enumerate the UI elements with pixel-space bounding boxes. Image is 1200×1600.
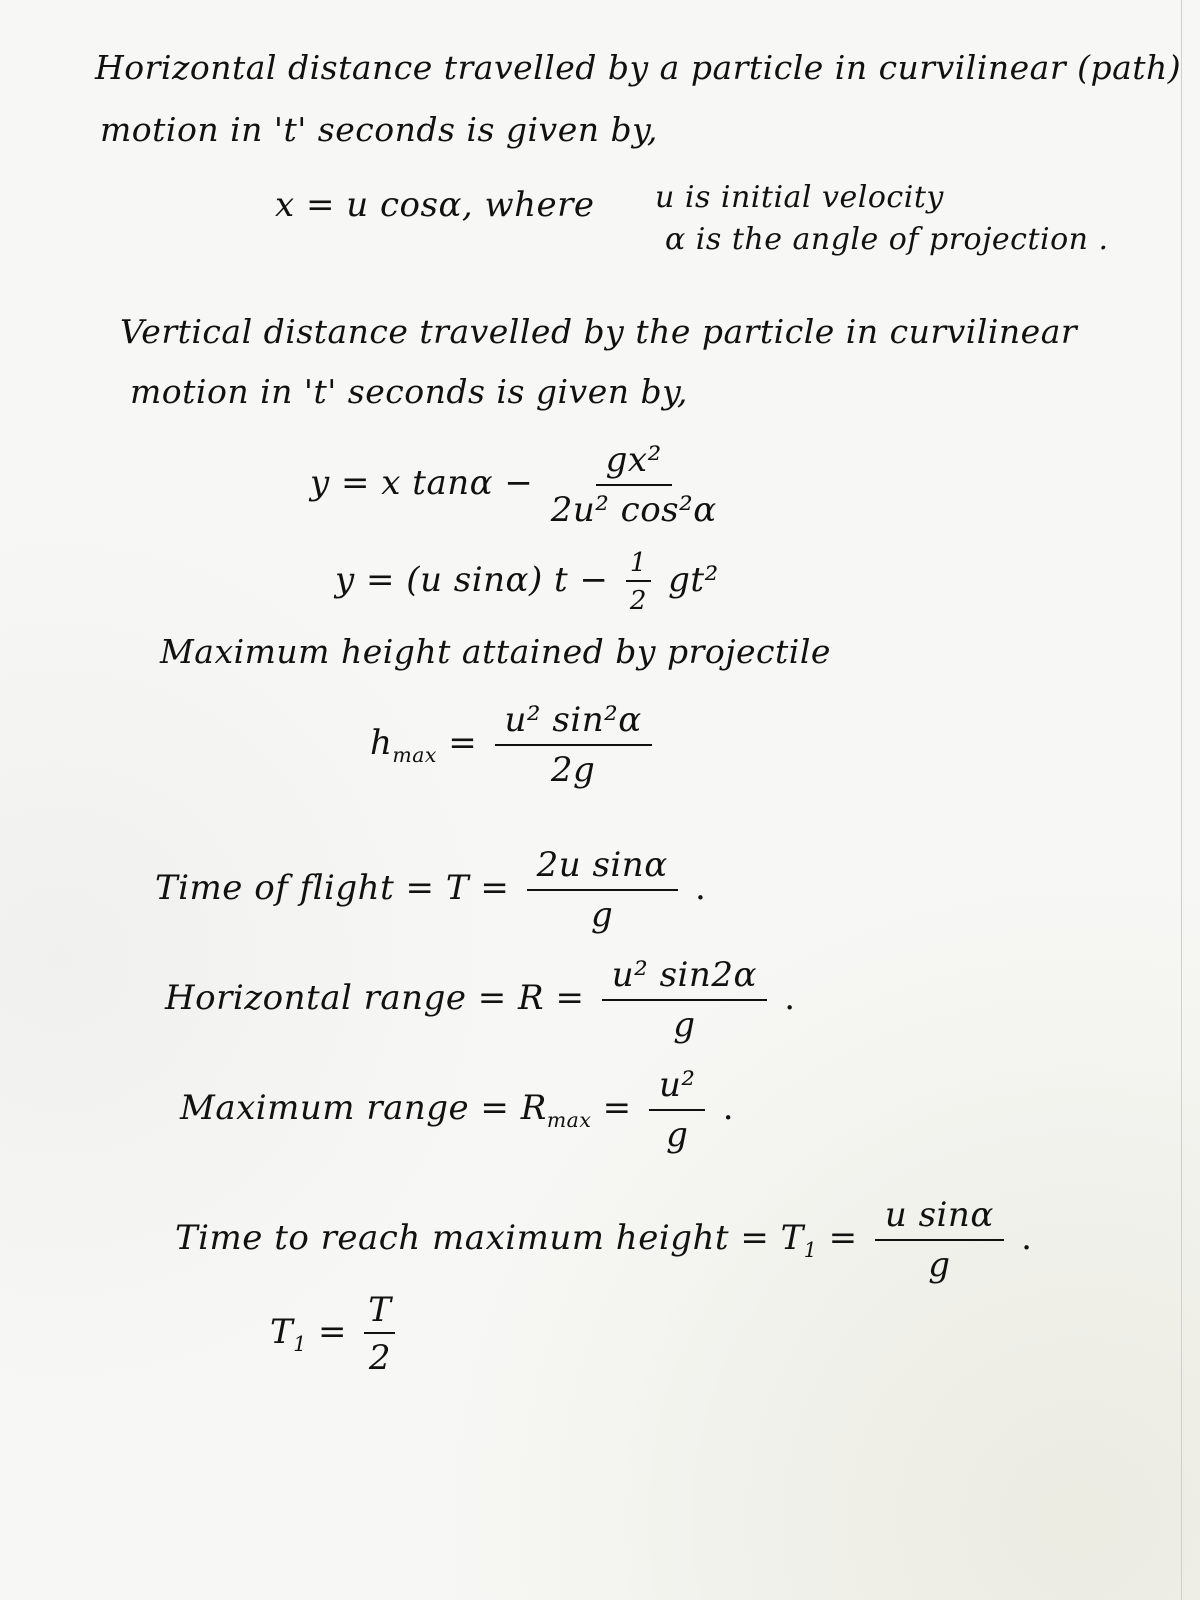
time-max-height-equation [175, 1195, 1032, 1285]
t1-subscript: 1 [803, 1237, 818, 1262]
tof-numerator: 2u sinα [527, 845, 678, 891]
max-height-label: Maximum height attained by projectile [160, 632, 831, 671]
max-range-end-dot: . [722, 1088, 735, 1128]
paper-edge [1181, 0, 1182, 1600]
rmax-subscript: max [546, 1107, 592, 1132]
hmax-denominator: 2g [550, 750, 596, 790]
t1-denominator: g [928, 1245, 951, 1285]
max-range-equation [180, 1065, 734, 1155]
t1-numerator: u sinα [875, 1195, 1004, 1241]
intro-line-1: Horizontal distance travelled by a particle in curvilinear (path) [95, 48, 1182, 87]
eq2-rhs: gt² [668, 560, 719, 600]
equals-sign: = [317, 1312, 347, 1352]
range-fraction [602, 955, 767, 1045]
time-of-flight-equation [155, 845, 706, 935]
eq2-lhs: y = (u sinα) t − [335, 560, 609, 600]
vertical-equation-1 [310, 440, 723, 530]
equals-sign: = [602, 1088, 632, 1128]
intro-line-2: motion in 't' seconds is given by, [100, 110, 658, 149]
t1-label: Time to reach maximum height = T [175, 1218, 804, 1258]
tof-end-dot: . [694, 868, 707, 908]
equals-sign: = [448, 723, 478, 763]
eq1-denominator: 2u² cos²α [550, 490, 717, 530]
max-range-numerator: u² [649, 1065, 706, 1111]
tof-fraction [527, 845, 678, 935]
eq1-lhs: y = x tanα − [310, 463, 534, 503]
t1-symbol: T [270, 1312, 294, 1352]
eq1-fraction [551, 440, 717, 530]
definition-u: u is initial velocity [655, 180, 944, 215]
equals-sign: = [828, 1218, 858, 1258]
vertical-equation-2 [335, 548, 719, 616]
max-range-denominator: g [666, 1115, 689, 1155]
max-height-equation [370, 700, 658, 790]
hmax-symbol: h [370, 723, 393, 763]
equation-x: x = u cosα [275, 185, 462, 225]
definition-alpha: α is the angle of projection . [665, 222, 1109, 257]
hmax-numerator: u² sin²α [495, 700, 652, 746]
horizontal-range-equation [165, 955, 796, 1045]
eq1-numerator: gx² [596, 440, 672, 486]
range-end-dot: . [784, 978, 796, 1018]
t1-rel-numerator: T [364, 1290, 395, 1334]
eq2-numerator: 1 [626, 548, 651, 582]
eq2-fraction [626, 548, 651, 616]
vertical-intro-line-2: motion in 't' seconds is given by, [130, 372, 688, 411]
t1-fraction [875, 1195, 1004, 1285]
range-label: Horizontal range = R = [165, 978, 585, 1018]
tof-denominator: g [591, 895, 614, 935]
t1-relation-equation [270, 1290, 401, 1378]
vertical-intro-line-1: Vertical distance travelled by the particle in curvilinear [120, 312, 1078, 351]
hmax-subscript: max [392, 742, 437, 767]
max-range-label: Maximum range = R [180, 1088, 547, 1128]
range-denominator: g [673, 1005, 696, 1045]
hmax-fraction [495, 700, 652, 790]
t1-rel-denominator: 2 [368, 1338, 391, 1378]
horizontal-distance-equation [275, 185, 595, 225]
range-numerator: u² sin2α [602, 955, 767, 1001]
t1-end-dot: . [1021, 1218, 1033, 1258]
max-range-fraction [649, 1065, 706, 1155]
where-label: , where [461, 185, 595, 225]
tof-label: Time of flight = T = [155, 868, 510, 908]
t1-relation-fraction [364, 1290, 395, 1378]
eq2-denominator: 2 [629, 586, 647, 616]
t1-rel-subscript: 1 [293, 1331, 307, 1356]
